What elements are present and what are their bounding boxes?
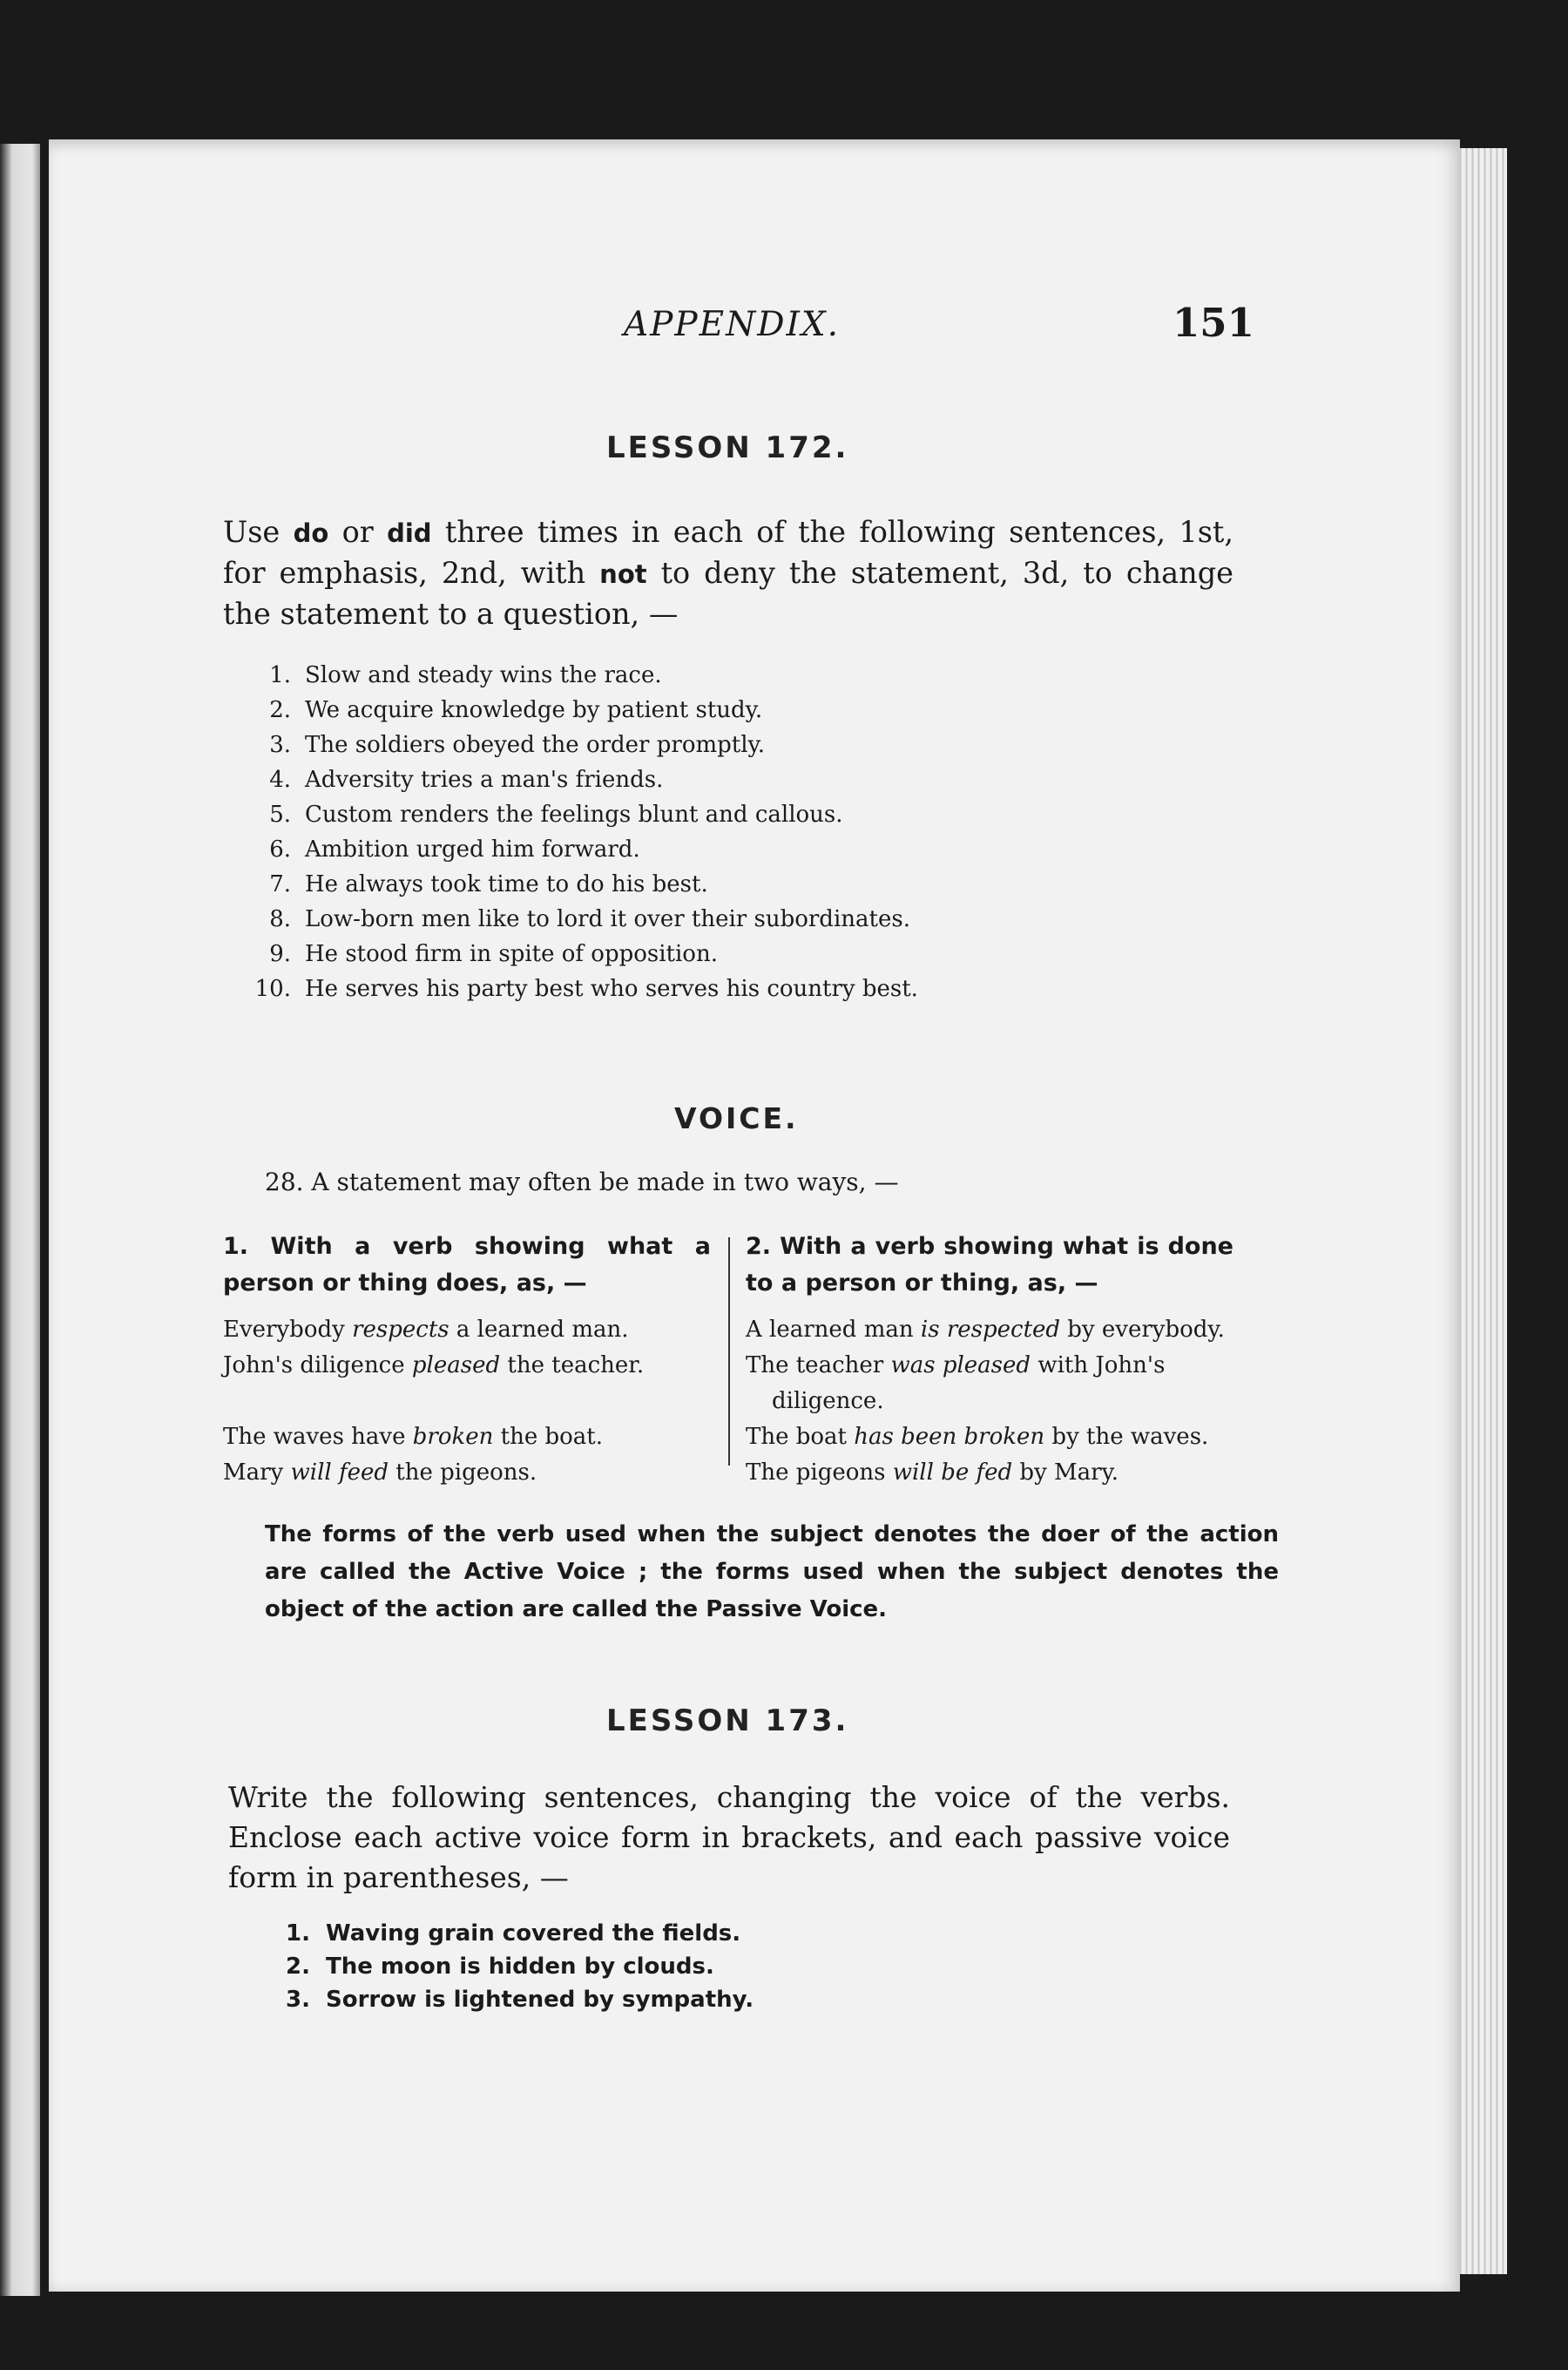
verb-form: respects (352, 1317, 449, 1343)
passive-example: The pigeons will be fed by Mary. (746, 1459, 1119, 1486)
item-number: 4. (269, 767, 291, 793)
page-number: 151 (1173, 300, 1254, 346)
item-text: Custom renders the feelings blunt and callous. (305, 802, 843, 828)
active-example: John's diligence pleased the teacher. (223, 1352, 645, 1378)
item-text: He always took time to do his best. (305, 871, 708, 897)
list-item (249, 832, 1120, 867)
voice-definition-rule: The forms of the verb used when the subject denotes the doer of the action are called the Active Voice ; the forms used when the subject denotes the object of the action are called the Passive Voice. (265, 1521, 1279, 1622)
item-text: He serves his party best who serves his country best. (305, 976, 918, 1002)
active-examples (223, 1312, 644, 1491)
lesson-173-sentence-list (275, 1917, 1059, 2016)
list-item (249, 762, 1120, 797)
lesson-173-instruction: Write the following sentences, changing the voice of the verbs. Enclose each active voice form in brackets, and each passive voice form in parentheses, — (228, 1780, 1230, 1894)
list-item (249, 797, 1120, 832)
list-item (275, 1950, 1059, 1983)
item-text: The soldiers obeyed the order promptly. (305, 732, 766, 758)
instruction-text: to deny the statement, 3d, to change the statement to a question, — (223, 556, 1233, 631)
passive-example: The boat has been broken by the waves. (746, 1424, 1209, 1450)
item-text: Sorrow is lightened by sympathy. (326, 1987, 754, 2013)
verb-form: pleased (411, 1352, 501, 1378)
item-number: 7. (269, 871, 291, 897)
instruction-keyword-do: do (293, 518, 329, 548)
instruction-keyword-not: not (599, 559, 647, 589)
active-column-heading: 1. With a verb showing what a person or thing does, as, — (223, 1233, 711, 1297)
passive-column-heading: 2. With a verb showing what is done to a person or thing, as, — (746, 1233, 1233, 1297)
item-text: Adversity tries a man's friends. (305, 767, 664, 793)
instruction-text: or (328, 515, 388, 549)
left-page-edge (0, 144, 40, 2296)
item-number: 5. (269, 802, 291, 828)
verb-form: broken (412, 1424, 494, 1450)
instruction-text: three times in each of the following sentences, 1st, for emphasis, 2nd, with (223, 515, 1234, 590)
book-page (49, 139, 1460, 2292)
list-item (275, 1917, 1059, 1950)
list-item (249, 728, 1120, 762)
item-text: Waving grain covered the fields. (326, 1920, 741, 1947)
passive-example-continuation: diligence. (772, 1388, 884, 1414)
item-number: 9. (269, 941, 291, 967)
item-text: Slow and steady wins the race. (305, 662, 662, 688)
active-example: The waves have broken the boat. (223, 1424, 604, 1450)
list-item (249, 867, 1120, 902)
column-divider (728, 1237, 730, 1466)
item-number: 3. (286, 1987, 310, 2013)
item-number: 2. (269, 697, 291, 723)
lesson-172-title: LESSON 172. (606, 430, 849, 465)
item-text: Ambition urged him forward. (305, 836, 640, 863)
item-text: He stood firm in spite of opposition. (305, 941, 718, 967)
item-number: 1. (269, 662, 291, 688)
list-item (249, 693, 1120, 728)
verb-form: was pleased (890, 1352, 1031, 1378)
active-example: Everybody respects a learned man. (223, 1317, 629, 1343)
item-text: We acquire knowledge by patient study. (305, 697, 763, 723)
instruction-text: Use (223, 515, 294, 549)
verb-form: will feed (290, 1459, 389, 1486)
item-number: 2. (286, 1954, 310, 1980)
instruction-keyword-did: did (387, 518, 432, 548)
item-text: The moon is hidden by clouds. (326, 1954, 714, 1980)
item-number: 8. (269, 906, 291, 932)
lesson-173-title: LESSON 173. (606, 1703, 849, 1738)
item-number: 3. (269, 732, 291, 758)
verb-form: has been broken (854, 1424, 1045, 1450)
passive-example: A learned man is respected by everybody. (746, 1317, 1225, 1343)
active-example: Mary will feed the pigeons. (223, 1459, 537, 1486)
item-number: 1. (286, 1920, 310, 1947)
item-number: 6. (269, 836, 291, 863)
verb-form: is respected (920, 1317, 1061, 1343)
passive-example: The teacher was pleased with John's (746, 1352, 1166, 1378)
list-item (249, 658, 1120, 693)
running-head: APPENDIX. (624, 305, 841, 344)
passive-examples (746, 1312, 1225, 1491)
list-item (249, 902, 1120, 937)
lesson-172-sentence-list (249, 658, 1120, 1006)
voice-title: VOICE. (674, 1101, 799, 1135)
lesson-172-instruction (223, 512, 1233, 633)
verb-form: will be fed (892, 1459, 1013, 1486)
list-item (249, 937, 1120, 972)
voice-intro: 28. A statement may often be made in two ways, — (265, 1168, 899, 1196)
item-number: 10. (254, 976, 291, 1002)
list-item (275, 1983, 1059, 2016)
list-item (249, 972, 1120, 1006)
item-text: Low-born men like to lord it over their subordinates. (305, 906, 910, 932)
